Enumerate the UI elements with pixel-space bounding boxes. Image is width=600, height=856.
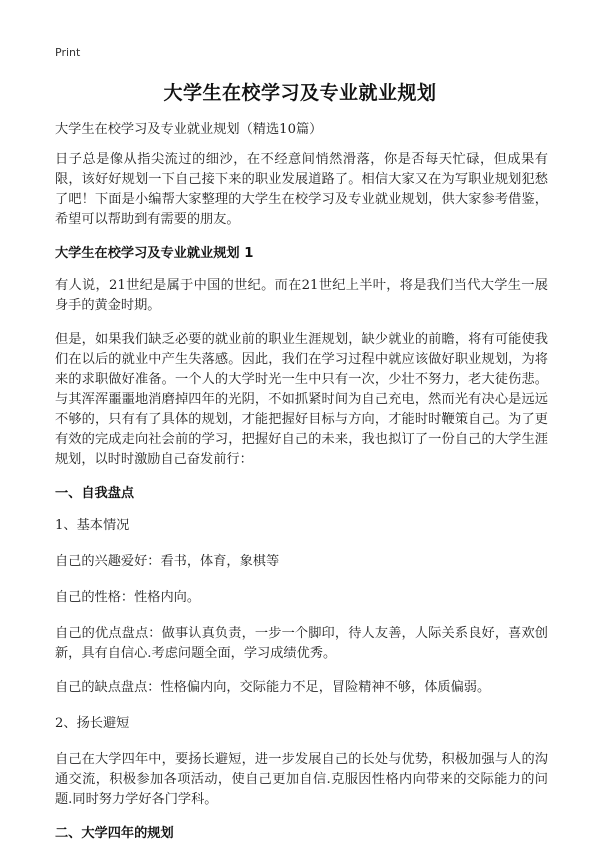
heading-self-assessment: 一、自我盘点 — [55, 486, 135, 501]
paragraph-1: 有人说，21世纪是属于中国的世纪。而在21世纪上半叶，将是我们当代大学生一展身手的黄金时期。 — [55, 278, 548, 313]
document-body — [55, 120, 548, 856]
weaknesses-line: 自己的缺点盘点：性格偏内向，交际能力不足，冒险精神不够，体质偏弱。 — [55, 680, 491, 695]
subheading-strengths: 2、扬长避短 — [55, 716, 130, 731]
interests-line: 自己的兴趣爱好：看书，体育，象棋等 — [55, 554, 280, 569]
document-title: 大学生在校学习及专业就业规划 — [163, 82, 437, 104]
section-heading-1: 大学生在校学习及专业就业规划 1 — [55, 246, 254, 261]
intro-paragraph: 日子总是像从指尖流过的细沙，在不经意间悄然滑落，你是否每天忙碌，但成果有限，该好好规划一下自己接下来的职业发展道路了。相信大家又在为写职业规划犯愁了吧！下面是小编帮大家整理的大学生在校学习及专业就业规划，供大家参考借鉴，希望可以帮助到有需要的朋友。 — [55, 152, 548, 227]
heading-four-year-plan: 二、大学四年的规划 — [55, 826, 174, 841]
subheading-basic-info: 1、基本情况 — [55, 518, 130, 533]
strengths-plan-paragraph: 自己在大学四年中，要扬长避短，进一步发展自己的长处与优势，积极加强与人的沟通交流，积极参加各项活动，使自己更加自信.克服因性格内向带来的交际能力的问题.同时努力学好各门学科。 — [55, 752, 548, 807]
character-line: 自己的性格：性格内向。 — [55, 590, 201, 605]
print-link[interactable]: Print — [55, 46, 81, 59]
paragraph-2: 但是，如果我们缺乏必要的就业前的职业生涯规划，缺少就业的前瞻，将有可能使我们在以后的就业中产生失落感。因此，我们在学习过程中就应该做好职业规划，为将来的求职做好准备。一个人的大学时光一生中只有一次，少壮不努力，老大徒伤悲。与其浑浑噩噩地消磨掉四年的光阴，不如抓紧时间为自己充电，然而光有决心是远远不够的，只有有了具体的规划，才能把握好目标与方向，才能时时鞭策自己。为了更有效的完成走向社会前的学习，把握好自己的未来，我也拟订了一份自己的大学生涯规划，以时时激励自己奋发前行： — [55, 332, 548, 467]
strengths-paragraph: 自己的优点盘点：做事认真负责，一步一个脚印，待人友善，人际关系良好，喜欢创新，具有自信心.考虑问题全面，学习成绩优秀。 — [55, 626, 548, 661]
document-subtitle: 大学生在校学习及专业就业规划（精选10篇） — [55, 122, 323, 137]
